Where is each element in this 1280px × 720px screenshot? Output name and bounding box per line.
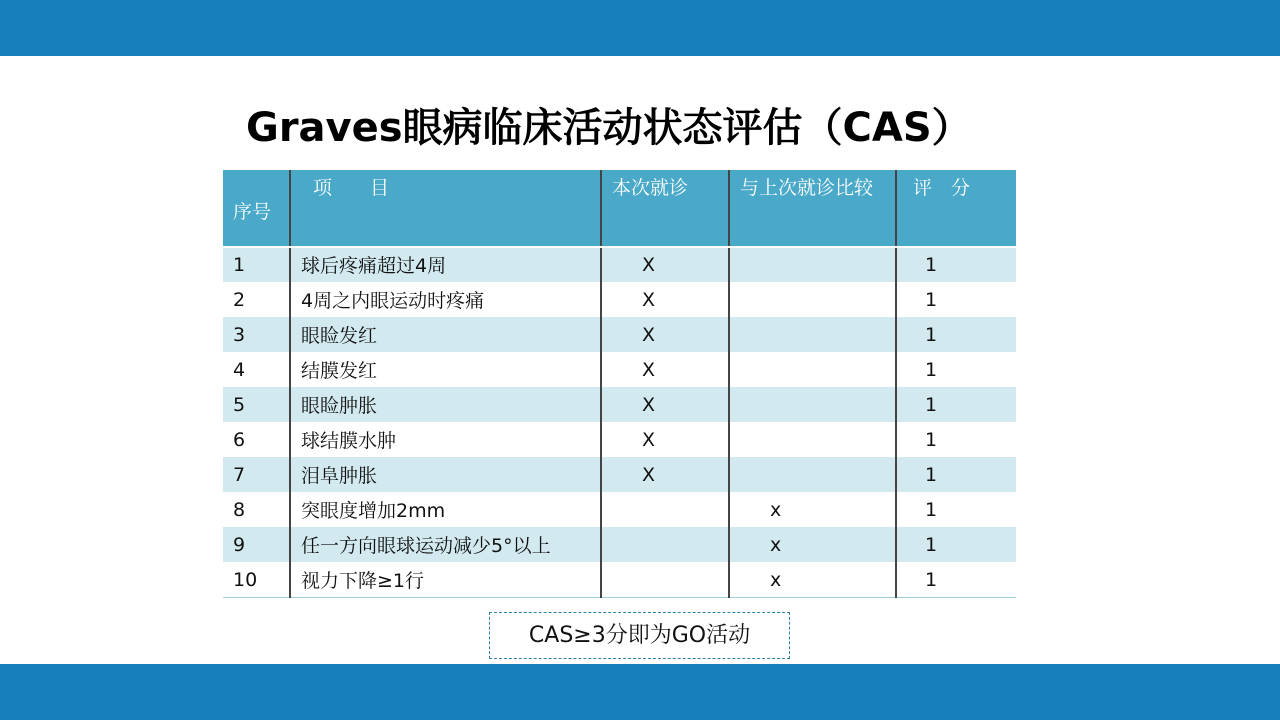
- cell-current: [601, 492, 729, 527]
- cell-seq: 10: [223, 562, 290, 597]
- table-row: [223, 422, 1016, 457]
- cell-seq: 4: [223, 352, 290, 387]
- cell-item: 突眼度增加2mm: [290, 492, 601, 527]
- cell-seq: 6: [223, 422, 290, 457]
- cell-current: X: [601, 247, 729, 282]
- cell-current: X: [601, 352, 729, 387]
- cell-current: X: [601, 422, 729, 457]
- cell-current: X: [601, 282, 729, 317]
- cell-score: 1: [896, 527, 1016, 562]
- cell-seq: 2: [223, 282, 290, 317]
- cell-item: 泪阜肿胀: [290, 457, 601, 492]
- cell-compare: [729, 422, 896, 457]
- cell-score: 1: [896, 282, 1016, 317]
- cell-score: 1: [896, 492, 1016, 527]
- cell-compare: x: [729, 492, 896, 527]
- table-row: [223, 247, 1016, 282]
- cell-score: 1: [896, 457, 1016, 492]
- cell-item: 眼睑肿胀: [290, 387, 601, 422]
- cell-compare: [729, 387, 896, 422]
- table-row: [223, 562, 1016, 597]
- cell-item: 眼睑发红: [290, 317, 601, 352]
- cell-item: 球结膜水肿: [290, 422, 601, 457]
- header-item: 项 目: [290, 170, 601, 247]
- cell-current: X: [601, 387, 729, 422]
- cell-compare: [729, 317, 896, 352]
- cell-current: X: [601, 457, 729, 492]
- cell-seq: 8: [223, 492, 290, 527]
- cell-item: 视力下降≥1行: [290, 562, 601, 597]
- cell-seq: 1: [223, 247, 290, 282]
- cell-current: [601, 527, 729, 562]
- cas-threshold-note: CAS≥3分即为GO活动: [489, 612, 790, 659]
- cell-current: [601, 562, 729, 597]
- table-header-row: [223, 170, 1016, 247]
- table-row: [223, 282, 1016, 317]
- table-row: [223, 492, 1016, 527]
- header-seq: 序号: [223, 170, 290, 247]
- cell-seq: 9: [223, 527, 290, 562]
- cell-item: 球后疼痛超过4周: [290, 247, 601, 282]
- cas-table: [223, 170, 1016, 598]
- table-row: [223, 317, 1016, 352]
- slide-title: Graves眼病临床活动状态评估（CAS）: [246, 105, 972, 151]
- cell-seq: 3: [223, 317, 290, 352]
- cell-item: 任一方向眼球运动减少5°以上: [290, 527, 601, 562]
- cell-compare: x: [729, 527, 896, 562]
- cell-score: 1: [896, 352, 1016, 387]
- cell-score: 1: [896, 422, 1016, 457]
- cell-compare: [729, 247, 896, 282]
- bottom-banner: [0, 664, 1280, 720]
- table-row: [223, 387, 1016, 422]
- header-current: 本次就诊: [601, 170, 729, 247]
- table-row: [223, 527, 1016, 562]
- table-row: [223, 457, 1016, 492]
- cell-seq: 7: [223, 457, 290, 492]
- cell-current: X: [601, 317, 729, 352]
- cell-score: 1: [896, 247, 1016, 282]
- cell-compare: [729, 282, 896, 317]
- header-compare: 与上次就诊比较: [729, 170, 896, 247]
- cell-score: 1: [896, 317, 1016, 352]
- cell-compare: [729, 352, 896, 387]
- cell-score: 1: [896, 387, 1016, 422]
- cell-compare: [729, 457, 896, 492]
- cell-item: 4周之内眼运动时疼痛: [290, 282, 601, 317]
- table-row: [223, 352, 1016, 387]
- header-score: 评 分: [896, 170, 1016, 247]
- cell-score: 1: [896, 562, 1016, 597]
- cell-item: 结膜发红: [290, 352, 601, 387]
- top-banner: [0, 0, 1280, 56]
- cell-seq: 5: [223, 387, 290, 422]
- cell-compare: x: [729, 562, 896, 597]
